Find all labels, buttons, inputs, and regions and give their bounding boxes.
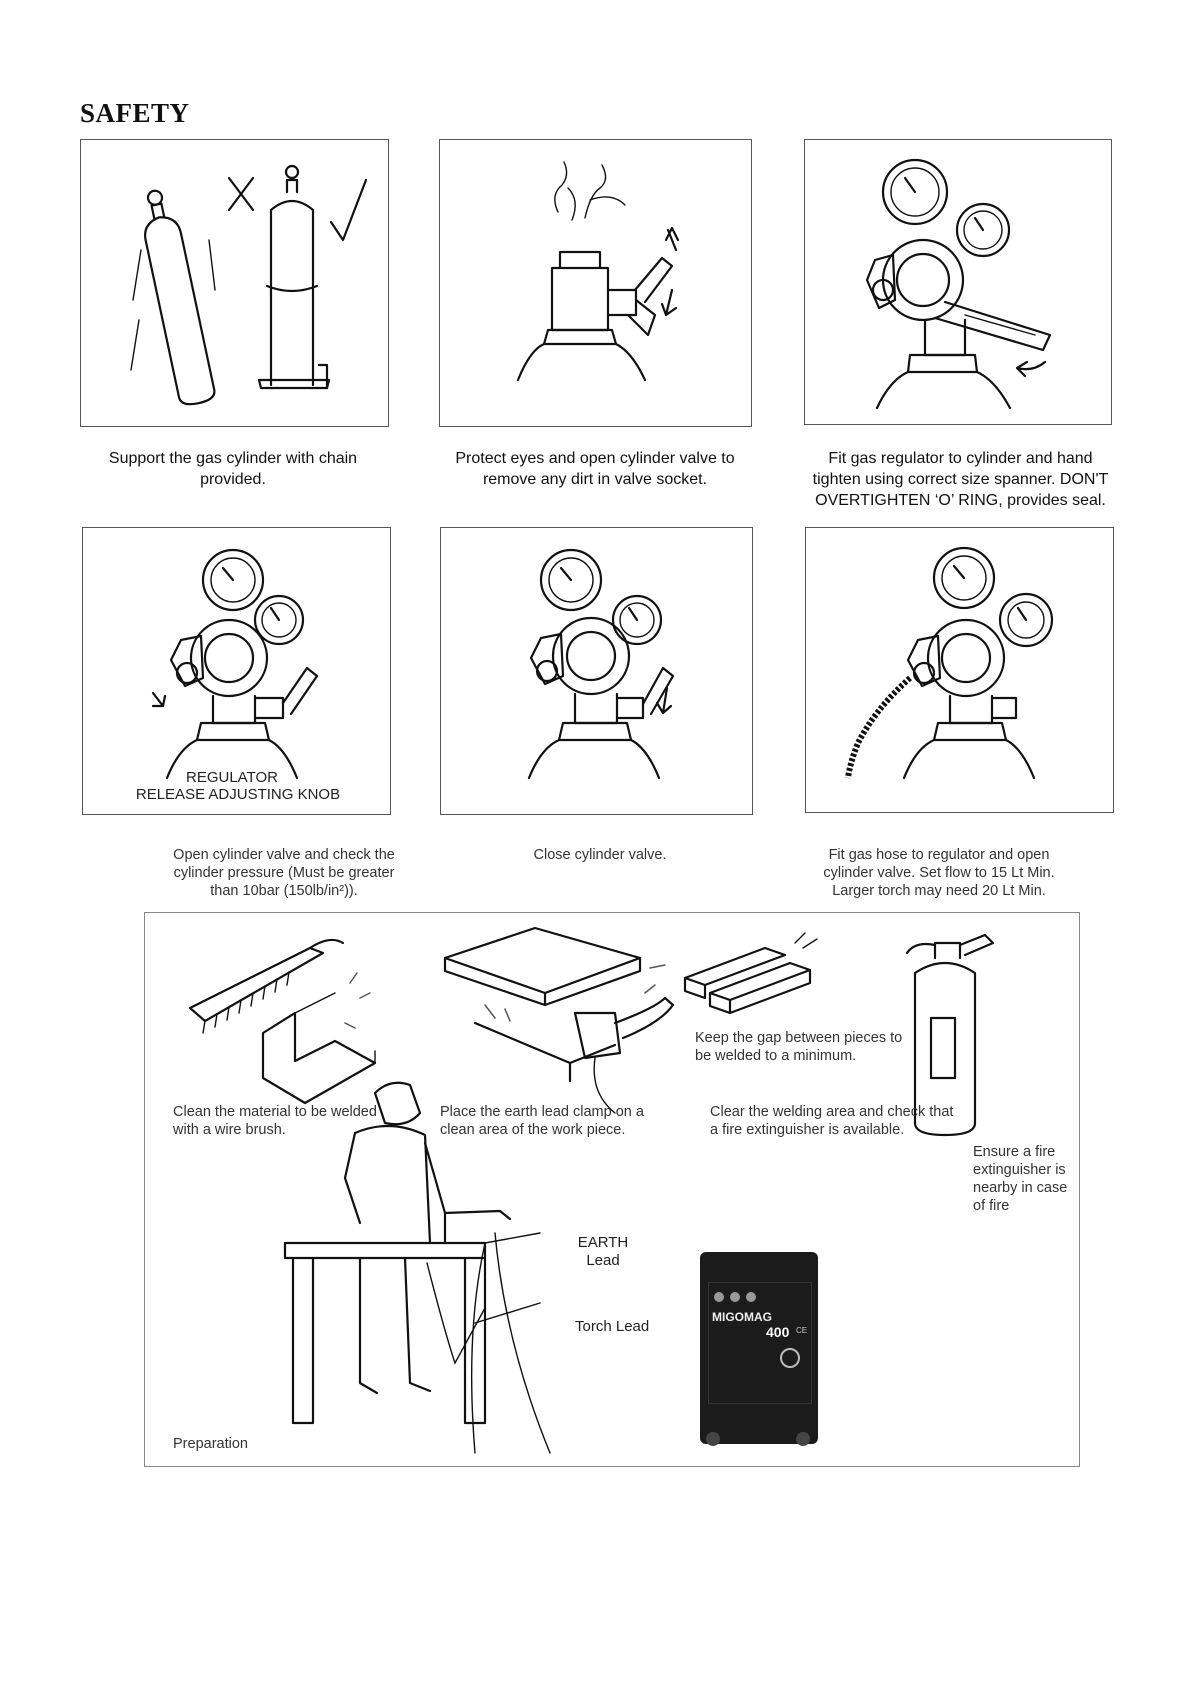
extinguisher-text: Ensure a fire extinguisher is nearby in case of fire — [973, 1144, 1068, 1214]
step-4-caption: Open cylinder valve and check the cylinder pressure (Must be greater than 10bar (150lb/in²)). — [173, 847, 395, 899]
fit-regulator-illustration — [804, 139, 1112, 425]
wire-brush-illustration — [190, 940, 375, 1103]
step-6-caption: Fit gas hose to regulator and open cylinder valve. Set flow to 15 Lt Min. Larger torch may need 20 Lt Min. — [823, 847, 1055, 899]
step-5-caption: Close cylinder valve. — [533, 847, 667, 863]
open-valve-illustration — [439, 139, 752, 427]
fit-gas-hose-illustration — [805, 527, 1114, 813]
wheel-icon — [706, 1432, 720, 1446]
earth-clamp-text: Place the earth lead clamp on a clean area of the work piece. — [440, 1104, 644, 1138]
gap-text: Keep the gap between pieces to be welded to a minimum. — [695, 1030, 903, 1064]
page-title: SAFETY — [80, 98, 190, 128]
release-knob-label: RELEASE ADJUSTING KNOB — [135, 786, 341, 803]
machine-model-text: 400 — [766, 1324, 790, 1340]
knob-icon — [730, 1292, 740, 1302]
machine-brand-text: MIGOMAG — [712, 1310, 772, 1324]
regulator-label: REGULATOR — [186, 769, 278, 786]
clear-area-text: Clear the welding area and check that a fire extinguisher is available. — [710, 1104, 954, 1138]
knob-icon — [746, 1292, 756, 1302]
step-1-caption: Support the gas cylinder with chain provided. — [108, 450, 358, 488]
earth-lead-label-2: Lead — [586, 1252, 620, 1269]
earth-clamp-illustration — [445, 928, 673, 1113]
machine-ce-mark: CE — [796, 1326, 808, 1335]
welding-machine-image — [700, 1252, 818, 1444]
wheel-icon — [796, 1432, 810, 1446]
earth-lead-label-1: EARTH — [577, 1234, 629, 1251]
clean-material-text: Clean the material to be welded with a wire brush. — [173, 1104, 377, 1138]
preparation-panel — [144, 912, 1080, 1467]
preparation-title: Preparation — [173, 1436, 248, 1452]
cylinder-chain-illustration — [80, 139, 389, 427]
torch-lead-label: Torch Lead — [575, 1318, 650, 1335]
step-3-caption: Fit gas regulator to cylinder and hand tighten using correct size spanner. DON'T OVERTIGHTEN ‘O’ RING, provides seal. — [812, 450, 1109, 509]
close-valve-illustration — [440, 527, 753, 815]
step-2-caption: Protect eyes and open cylinder valve to remove any dirt in valve socket. — [455, 450, 735, 488]
dial-icon — [780, 1348, 800, 1368]
gap-blocks-illustration — [685, 933, 817, 1013]
knob-icon — [714, 1292, 724, 1302]
